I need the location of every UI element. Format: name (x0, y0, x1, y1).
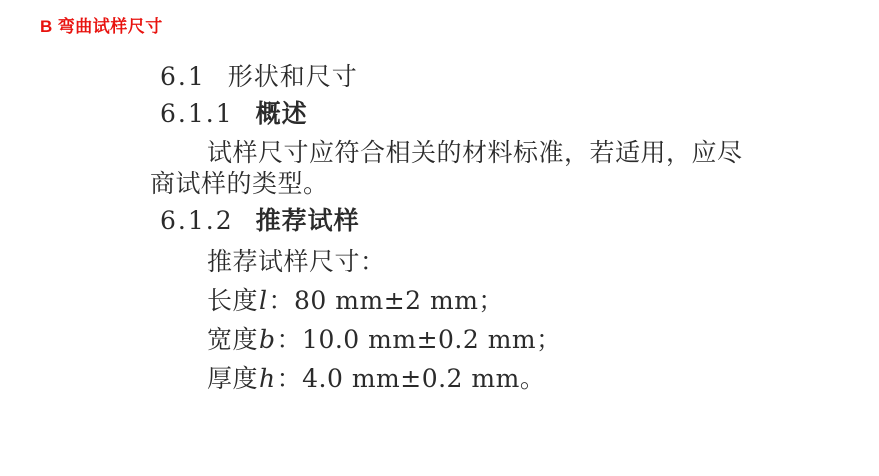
spec-length-name: 长度 (207, 286, 259, 315)
spec-thickness (207, 366, 879, 391)
spec-thickness-name: 厚度 (207, 364, 259, 393)
paragraph-line-1: 试样尺寸应符合相关的材料标准，若适用，应尽 (207, 138, 743, 167)
section-number-6-1-2: 6.1.2 (160, 206, 234, 235)
section-heading-6-1-2 (160, 208, 879, 233)
spec-width-value: 10.0 mm±0.2 mm； (302, 325, 562, 354)
spec-width-symbol: b (259, 325, 276, 354)
section-heading-6-1 (160, 64, 879, 89)
annotation-letter: B (40, 17, 53, 36)
section-title-6-1: 形状和尺寸 (227, 62, 358, 91)
section-title-6-1-1: 概述 (255, 99, 308, 128)
spec-thickness-value: 4.0 mm±0.2 mm。 (302, 364, 546, 393)
paragraph-line-2: 商试样的类型。 (150, 169, 329, 198)
recommend-intro: 推荐试样尺寸： (207, 247, 386, 276)
spec-length-separator: ： (268, 286, 295, 315)
spec-width-name: 宽度 (207, 325, 259, 354)
section-heading-6-1-1 (160, 101, 879, 126)
section-number-6-1: 6.1 (160, 62, 206, 91)
section-number-6-1-1: 6.1.1 (160, 99, 234, 128)
spec-thickness-separator: ： (276, 364, 303, 393)
annotation-text: 弯曲试样尺寸 (57, 17, 163, 36)
spec-length (207, 288, 879, 313)
spec-width-separator: ： (276, 325, 303, 354)
document-body (0, 54, 879, 391)
spec-length-symbol: l (259, 286, 268, 315)
spec-length-value: 80 mm±2 mm； (294, 286, 504, 315)
annotation-label (40, 12, 163, 37)
spec-width (207, 327, 879, 352)
spec-thickness-symbol: h (259, 364, 276, 393)
section-title-6-1-2: 推荐试样 (255, 206, 360, 235)
